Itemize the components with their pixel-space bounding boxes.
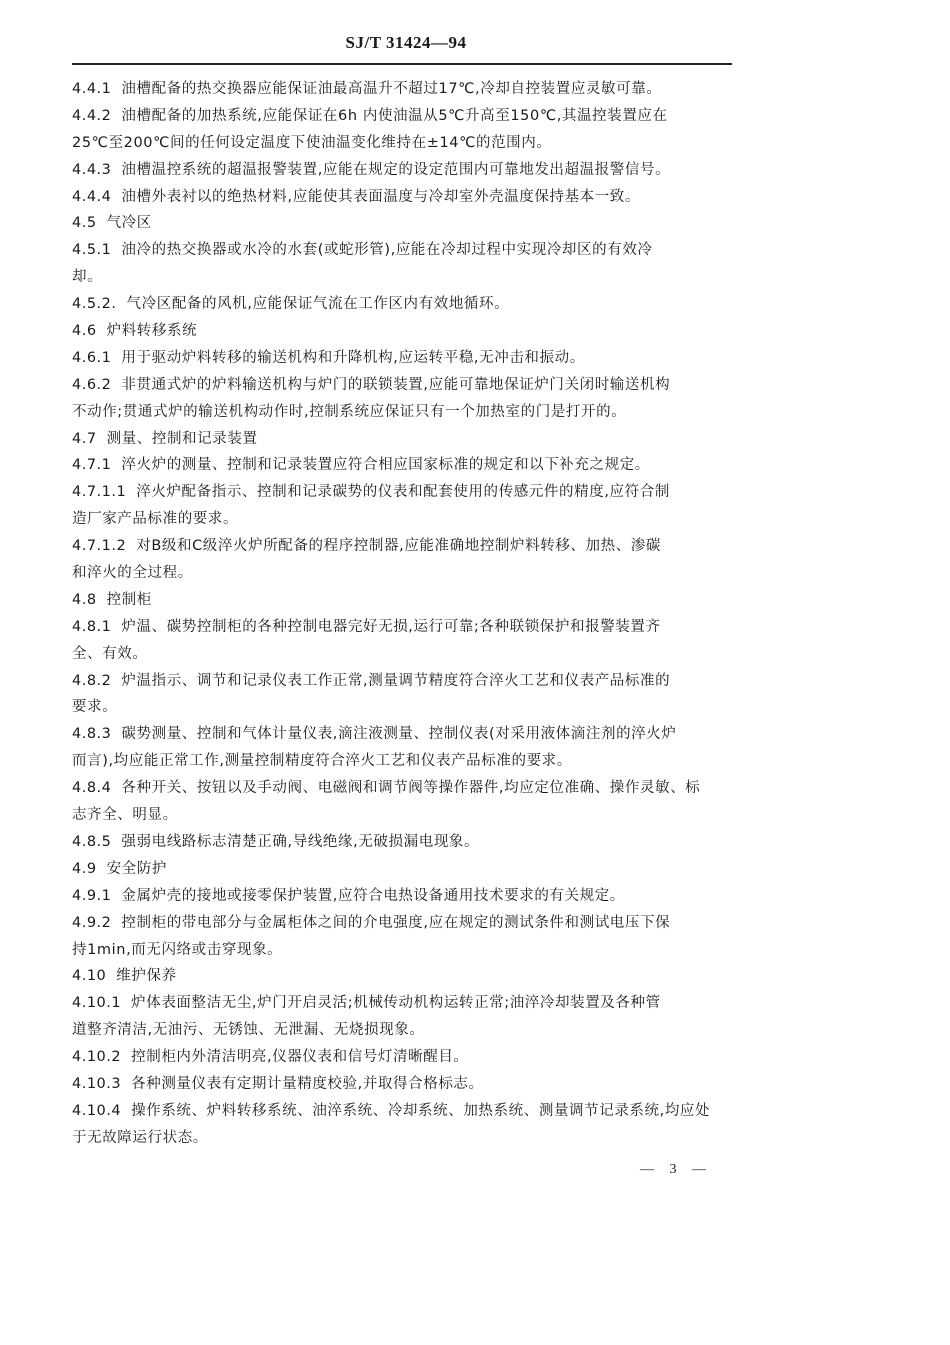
clause-text: 测量、控制和记录装置	[106, 430, 258, 447]
clause-number: 4.9.2	[72, 914, 112, 931]
clause-line	[72, 1098, 732, 1125]
clause-number: 4.5.1	[72, 242, 112, 259]
clause-line	[72, 775, 732, 802]
clause-number: 4.9	[72, 860, 97, 877]
clause-line	[72, 103, 732, 130]
clause-continuation-line	[72, 560, 732, 587]
clause-text: 却。	[72, 269, 103, 286]
clause-line	[72, 829, 732, 856]
clause-line	[72, 1071, 732, 1098]
clause-number: 4.8	[72, 591, 97, 608]
clause-line	[72, 210, 732, 237]
clause-line	[72, 721, 732, 748]
clause-text: 淬火炉配备指示、控制和记录碳势的仪表和配套使用的传感元件的精度,应符合制	[136, 484, 670, 501]
clause-line	[72, 910, 732, 937]
page-number: — 3 —	[640, 1162, 712, 1177]
clause-text: 炉料转移系统	[106, 323, 198, 340]
clause-number: 4.4.1	[72, 81, 112, 97]
clause-text: 强弱电线路标志清楚正确,导线绝缘,无破损漏电现象。	[121, 833, 480, 850]
clause-number: 4.8.3	[72, 726, 112, 743]
clause-line	[72, 76, 732, 103]
clause-number: 4.6.1	[72, 349, 112, 366]
clause-line	[72, 157, 732, 184]
clause-text: 维护保养	[116, 968, 177, 985]
clause-continuation-line	[72, 641, 732, 668]
clause-text: 而言),均应能正常工作,测量控制精度符合淬火工艺和仪表产品标准的要求。	[72, 753, 572, 770]
clause-line	[72, 990, 732, 1017]
clause-text: 对B级和C级淬火炉所配备的程序控制器,应能准确地控制炉料转移、加热、渗碳	[136, 538, 662, 555]
clause-number: 4.7.1.1	[72, 484, 127, 501]
clause-line	[72, 291, 732, 318]
clause-continuation-line	[72, 802, 732, 829]
clause-continuation-line	[72, 1125, 732, 1152]
clause-line	[72, 1044, 732, 1071]
clause-text: 油槽外表衬以的绝热材料,应能使其表面温度与冷却室外壳温度保持基本一致。	[121, 188, 641, 205]
clause-text: 25℃至200℃间的任何设定温度下使油温变化维持在±14℃的范围内。	[72, 134, 552, 151]
clause-number: 4.7	[72, 430, 97, 447]
clause-continuation-line	[72, 399, 732, 426]
clause-number: 4.10.3	[72, 1075, 122, 1092]
clause-line	[72, 883, 732, 910]
clause-text: 淬火炉的测量、控制和记录装置应符合相应国家标准的规定和以下补充之规定。	[121, 457, 650, 474]
clause-text: 油冷的热交换器或水冷的水套(或蛇形管),应能在冷却过程中实现冷却区的有效冷	[121, 242, 653, 259]
clause-continuation-line	[72, 506, 732, 533]
clause-text: 油槽配备的加热系统,应能保证在6h 内使油温从5℃升高至150℃,其温控装置应在	[121, 107, 668, 124]
clause-line	[72, 668, 732, 695]
document-body	[72, 76, 732, 1152]
clause-continuation-line	[72, 748, 732, 775]
clause-text: 非贯通式炉的炉料输送机构与炉门的联锁装置,应能可靠地保证炉门关闭时输送机构	[121, 376, 671, 393]
clause-text: 用于驱动炉料转移的输送机构和升降机构,应运转平稳,无冲击和振动。	[121, 349, 585, 366]
clause-number: 4.5	[72, 215, 97, 232]
clause-text: 控制柜	[106, 591, 152, 608]
clause-text: 控制柜内外清洁明亮,仪器仪表和信号灯清晰醒目。	[131, 1049, 469, 1066]
clause-number: 4.6	[72, 323, 97, 340]
clause-number: 4.10.4	[72, 1102, 122, 1119]
clause-number: 4.7.1.2	[72, 538, 127, 555]
clause-line	[72, 856, 732, 883]
clause-text: 各种开关、按钮以及手动阀、电磁阀和调节阀等操作器件,均应定位准确、操作灵敏、标	[121, 780, 701, 797]
clause-text: 炉体表面整洁无尘,炉门开启灵活;机械传动机构运转正常;油淬冷却装置及各种管	[131, 995, 661, 1012]
clause-number: 4.8.2	[72, 672, 112, 689]
clause-number: 4.4.4	[72, 188, 112, 205]
clause-line	[72, 372, 732, 399]
clause-line	[72, 318, 732, 345]
clause-number: 4.6.2	[72, 376, 112, 393]
clause-text: 不动作;贯通式炉的输送机构动作时,控制系统应保证只有一个加热室的门是打开的。	[72, 403, 627, 420]
clause-continuation-line	[72, 694, 732, 721]
clause-text: 和淬火的全过程。	[72, 565, 193, 582]
clause-text: 全、有效。	[72, 645, 148, 662]
clause-line	[72, 426, 732, 453]
clause-number: 4.8.1	[72, 618, 112, 635]
clause-text: 持1min,而无闪络或击穿现象。	[72, 941, 283, 958]
clause-line	[72, 452, 732, 479]
clause-text: 操作系统、炉料转移系统、油淬系统、冷却系统、加热系统、测量调节记录系统,均应处	[131, 1102, 711, 1119]
clause-text: 金属炉壳的接地或接零保护装置,应符合电热设备通用技术要求的有关规定。	[121, 887, 625, 904]
clause-number: 4.8.5	[72, 833, 112, 850]
clause-continuation-line	[72, 130, 732, 157]
clause-number: 4.5.2.	[72, 296, 117, 313]
clause-text: 道整齐清洁,无油污、无锈蚀、无泄漏、无烧损现象。	[72, 1022, 425, 1039]
clause-text: 各种测量仪表有定期计量精度校验,并取得合格标志。	[131, 1075, 484, 1092]
clause-text: 控制柜的带电部分与金属柜体之间的介电强度,应在规定的测试条件和测试电压下保	[121, 914, 671, 931]
clause-text: 炉温指示、调节和记录仪表工作正常,测量调节精度符合淬火工艺和仪表产品标准的	[121, 672, 671, 689]
clause-text: 于无故障运行状态。	[72, 1129, 208, 1146]
clause-number: 4.7.1	[72, 457, 112, 474]
clause-continuation-line	[72, 1017, 732, 1044]
clause-number: 4.9.1	[72, 887, 112, 904]
clause-text: 要求。	[72, 699, 118, 716]
clause-number: 4.4.3	[72, 161, 112, 178]
clause-number: 4.8.4	[72, 780, 112, 797]
clause-line	[72, 479, 732, 506]
clause-continuation-line	[72, 937, 732, 964]
clause-text: 志齐全、明显。	[72, 807, 178, 824]
clause-line	[72, 963, 732, 990]
clause-text: 碳势测量、控制和气体计量仪表,滴注液测量、控制仪表(对采用液体滴注剂的淬火炉	[121, 726, 677, 743]
clause-number: 4.10	[72, 968, 107, 985]
clause-continuation-line	[72, 264, 732, 291]
clause-text: 油槽温控系统的超温报警装置,应能在规定的设定范围内可靠地发出超温报警信号。	[121, 161, 671, 178]
standard-code-header: SJ/T 31424—94	[345, 33, 467, 52]
clause-text: 安全防护	[106, 860, 167, 877]
clause-line	[72, 345, 732, 372]
header-divider	[72, 63, 732, 65]
clause-line	[72, 533, 732, 560]
clause-number: 4.10.2	[72, 1049, 122, 1066]
clause-number: 4.4.2	[72, 107, 112, 124]
clause-line	[72, 587, 732, 614]
clause-text: 油槽配备的热交换器应能保证油最高温升不超过17℃,冷却自控装置应灵敏可靠。	[121, 81, 662, 97]
clause-line	[72, 237, 732, 264]
clause-number: 4.10.1	[72, 995, 122, 1012]
clause-text: 造厂家产品标准的要求。	[72, 511, 239, 528]
clause-line	[72, 614, 732, 641]
clause-text: 气冷区	[106, 215, 152, 232]
clause-text: 气冷区配备的风机,应能保证气流在工作区内有效地循环。	[126, 296, 510, 313]
clause-line	[72, 184, 732, 211]
clause-text: 炉温、碳势控制柜的各种控制电器完好无损,运行可靠;各种联锁保护和报警装置齐	[121, 618, 661, 635]
